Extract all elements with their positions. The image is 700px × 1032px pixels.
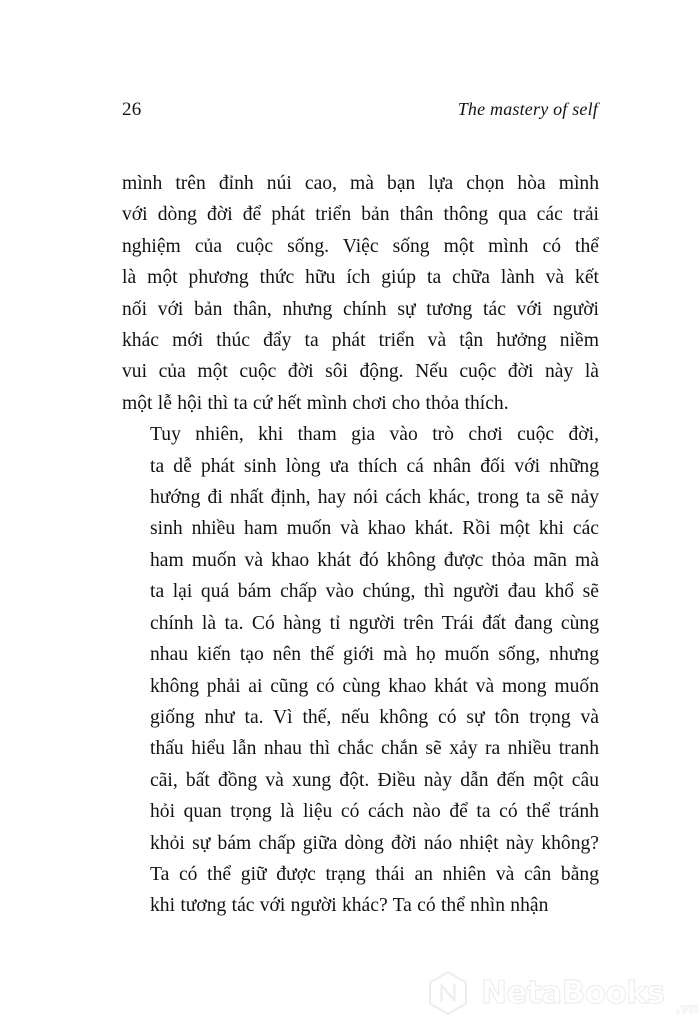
hexagon-n-logo-icon: [424, 969, 472, 1017]
text-line: với dòng đời để phát triển bản thân thông qua các trải: [122, 204, 599, 226]
paragraph-2: [122, 419, 599, 922]
text-line: một lễ hội thì ta cứ hết mình chơi cho thỏa thích.: [122, 392, 509, 414]
page-number: 26: [122, 99, 142, 120]
paragraph-1: [122, 168, 599, 419]
watermark-brand: NetaBooks: [481, 974, 665, 1011]
watermark: [424, 966, 699, 1020]
text-line: nối với bản thân, nhưng chính sự tương tác với người: [122, 298, 599, 320]
text-line: Tuy nhiên, khi tham gia vào trò chơi cuộc đời,: [150, 424, 599, 446]
text-line: hỏi quan trọng là liệu có cách nào để ta có thể tránh: [150, 801, 599, 823]
body-text-block: [122, 168, 599, 922]
text-line: vui của một cuộc đời sôi động. Nếu cuộc đời này là: [122, 361, 599, 383]
text-line: ham muốn và khao khát đó không được thỏa mãn mà: [150, 549, 599, 571]
text-line: ta lại quá bám chấp vào chúng, thì người đau khổ sẽ: [150, 581, 599, 603]
text-line: khác mới thúc đẩy ta phát triển và tận hưởng niềm: [122, 330, 599, 352]
text-line: khi tương tác với người khác? Ta có thể nhìn nhận: [150, 895, 549, 917]
watermark-tld: .vn: [675, 1002, 699, 1017]
text-line: chính là ta. Có hàng tỉ người trên Trái đất đang cùng: [150, 612, 599, 634]
text-line: khỏi sự bám chấp giữa dòng đời náo nhiệt này không?: [150, 832, 599, 854]
text-line: mình trên đỉnh núi cao, mà bạn lựa chọn hòa mình: [122, 173, 599, 194]
running-title: The mastery of self: [457, 99, 598, 119]
text-line: ta dễ phát sinh lòng ưa thích cá nhân đối với những: [150, 455, 599, 477]
text-line: không phải ai cũng có cùng khao khát và mong muốn: [150, 675, 599, 697]
text-line: thấu hiểu lẫn nhau thì chắc chắn sẽ xảy ra nhiều tranh: [150, 738, 599, 760]
text-line: nhau kiến tạo nên thế giới mà họ muốn sống, nhưng: [150, 644, 599, 666]
text-line: nghiệm của cuộc sống. Việc sống một mình có thể: [122, 235, 599, 257]
text-line: giống như ta. Vì thế, nếu không có sự tôn trọng và: [150, 706, 599, 728]
text-line: cãi, bất đồng và xung đột. Điều này dẫn đến một câu: [150, 769, 599, 791]
text-line: hướng đi nhất định, hay nói cách khác, trong ta sẽ nảy: [150, 487, 599, 509]
running-header: [122, 99, 598, 125]
text-line: Ta có thể giữ được trạng thái an nhiên và cân bằng: [150, 863, 599, 885]
text-line: sinh nhiều ham muốn và khao khát. Rồi một khi các: [150, 518, 599, 540]
text-line: là một phương thức hữu ích giúp ta chữa lành và kết: [122, 267, 599, 289]
